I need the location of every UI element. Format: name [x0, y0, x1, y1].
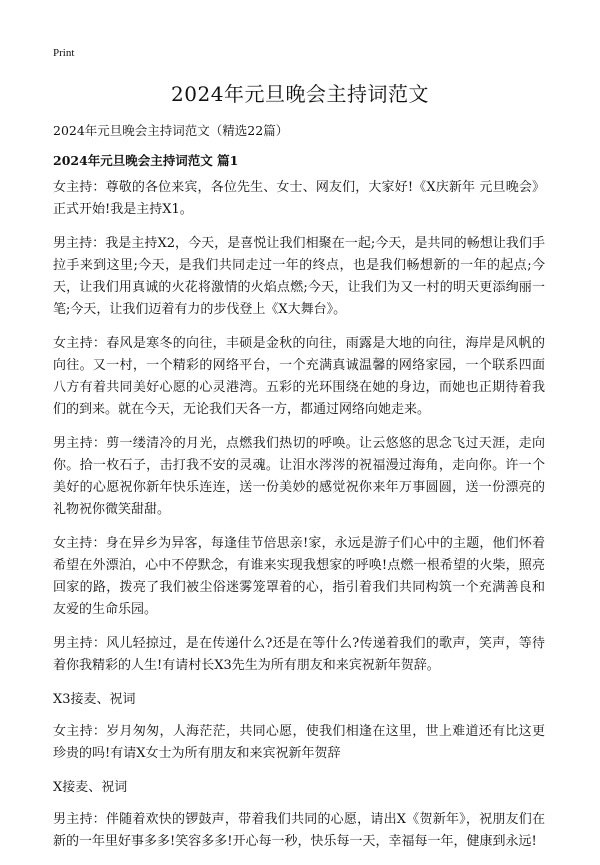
paragraph-female-host-years: 女主持：岁月匆匆，人海茫茫，共同心愿，使我们相逢在这里，世上难道还有比这更珍贵的吗!有请X女士为所有朋友和来宾祝新年贺辞: [53, 724, 545, 761]
document-title: 2024年元旦晚会主持词范文: [171, 82, 429, 106]
paragraph-x3-speech: X3接麦、祝词: [53, 692, 136, 707]
paragraph-male-host-drums: 男主持：伴随着欢快的锣鼓声，带着我们共同的心愿，请出X《贺新年》，祝朋友们在新的一年里好事多多!笑容多多!开心每一秒，快乐每一天，幸福每一年，健康到永远!: [53, 812, 545, 849]
document-subtitle: 2024年元旦晚会主持词范文（精选22篇）: [53, 123, 289, 138]
paragraph-male-host-opening: 男主持：我是主持X2，今天，是喜悦让我们相聚在一起;今天，是共同的畅想让我们手拉手来到这里;今天，是我们共同走过一年的终点，也是我们畅想新的一年的起点;今天，让我们用真诚的火花将激情的火焰点燃;今天，让我们为又一村的明天更添绚丽一笔;今天，让我们迈着有力的步伐登上《X大舞台》。: [53, 236, 545, 317]
document-body: [53, 177, 545, 865]
print-label: Print: [53, 47, 75, 59]
paragraph-male-host-wind: 男主持：风儿轻掠过，是在传递什么?还是在等什么?传递着我们的歌声，笑声，等待着你我精彩的人生!有请村长X3先生为所有朋友和来宾祝新年贺辞。: [53, 636, 545, 673]
section-heading: 2024年元旦晚会主持词范文 篇1: [53, 153, 239, 168]
paragraph-x-speech: X接麦、祝词: [53, 780, 128, 795]
paragraph-female-host-opening: 女主持：尊敬的各位来宾，各位先生、女士、网友们，大家好!《X庆新年 元旦晚会》正式开始!我是主持X1。: [53, 180, 545, 217]
paragraph-female-host-homesick: 女主持：身在异乡为异客，每逢佳节倍思亲!家，永远是游子们心中的主题，他们怀着希望在外漂泊，心中不停默念，有谁来实现我想家的呼唤!点燃一根希望的火柴，照亮回家的路，拨亮了我们被尘俗迷雾笼罩着的心，指引着我们共同构筑一个充满善良和友爱的生命乐园。: [53, 536, 545, 617]
paragraph-female-host-spring: 女主持：春风是寒冬的向往，丰硕是金秋的向往，雨露是大地的向往，海岸是风帆的向往。又一村，一个精彩的网络平台，一个充满真诚温馨的网络家园，一个联系四面八方有着共同美好心愿的心灵港湾。五彩的光环围绕在她的身边，而她也正期待着我们的到来。就在今天，无论我们天各一方，都通过网络向她走来。: [53, 336, 545, 417]
paragraph-male-host-moonlight: 男主持：剪一缕清冷的月光，点燃我们热切的呼唤。让云悠悠的思念飞过天涯，走向你。拾一枚石子，击打我不安的灵魂。让泪水涔涔的祝福漫过海角，走向你。许一个美好的心愿祝你新年快乐连连，送一份美妙的感觉祝你来年万事圆圆，送一份漂亮的礼物祝你微笑甜甜。: [53, 436, 545, 517]
